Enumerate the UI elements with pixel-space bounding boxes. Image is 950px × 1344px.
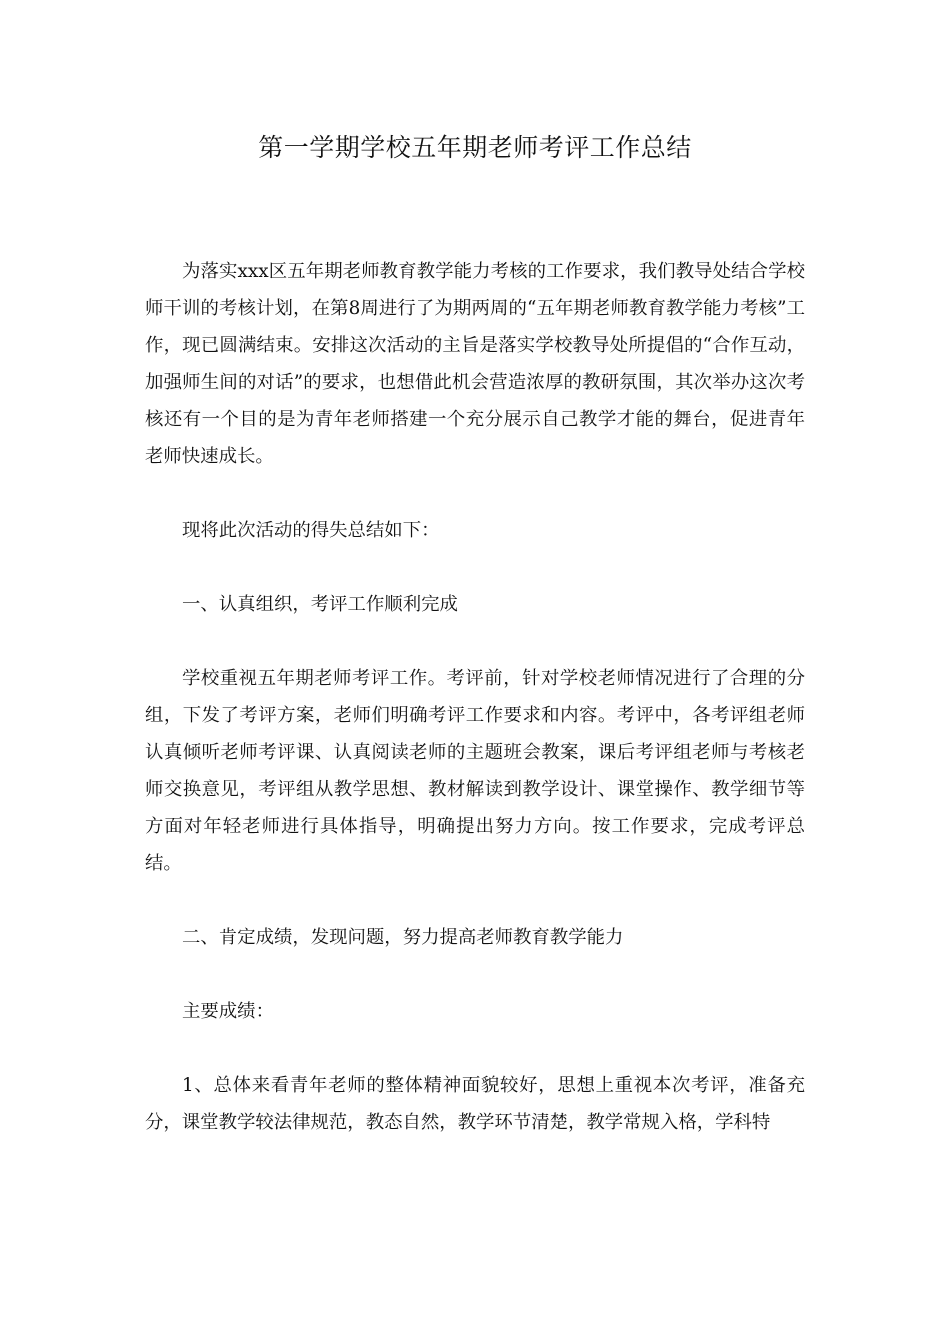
- document-title: 第一学期学校五年期老师考评工作总结: [258, 133, 692, 162]
- paragraph-summary-lead: 现将此次活动的得失总结如下：: [182, 520, 440, 541]
- paragraph-achievement-1: 1、总体来看青年老师的整体精神面貌较好，思想上重视本次考评，准备充分，课堂教学较法律规范，教态自然，教学环节清楚，教学常规入格，学科特: [145, 1075, 805, 1133]
- section-heading-2: 二、肯定成绩，发现问题，努力提高老师教育教学能力: [182, 927, 624, 948]
- paragraph-section-1: 学校重视五年期老师考评工作。考评前，针对学校老师情况进行了合理的分组，下发了考评方案，老师们明确考评工作要求和内容。考评中，各考评组老师认真倾听老师考评课、认真阅读老师的主题班会教案，课后考评组老师与考核老师交换意见，考评组从教学思想、教材解读到教学设计、课堂操作、教学细节等方面对年轻老师进行具体指导，明确提出努力方向。按工作要求，完成考评总结。: [145, 668, 805, 874]
- document-body: [145, 253, 805, 1141]
- subheading-achievements: 主要成绩：: [182, 1001, 274, 1022]
- paragraph-intro: 为落实xxx区五年期老师教育教学能力考核的工作要求，我们教导处结合学校师干训的考核计划，在第8周进行了为期两周的“五年期老师教育教学能力考核”工作，现已圆满结束。安排这次活动的主旨是落实学校教导处所提倡的“合作互动，加强师生间的对话”的要求，也想借此机会营造浓厚的教研氛围，其次举办这次考核还有一个目的是为青年老师搭建一个充分展示自己教学才能的舞台，促进青年老师快速成长。: [145, 261, 805, 467]
- section-heading-1: 一、认真组织，考评工作顺利完成: [182, 594, 458, 615]
